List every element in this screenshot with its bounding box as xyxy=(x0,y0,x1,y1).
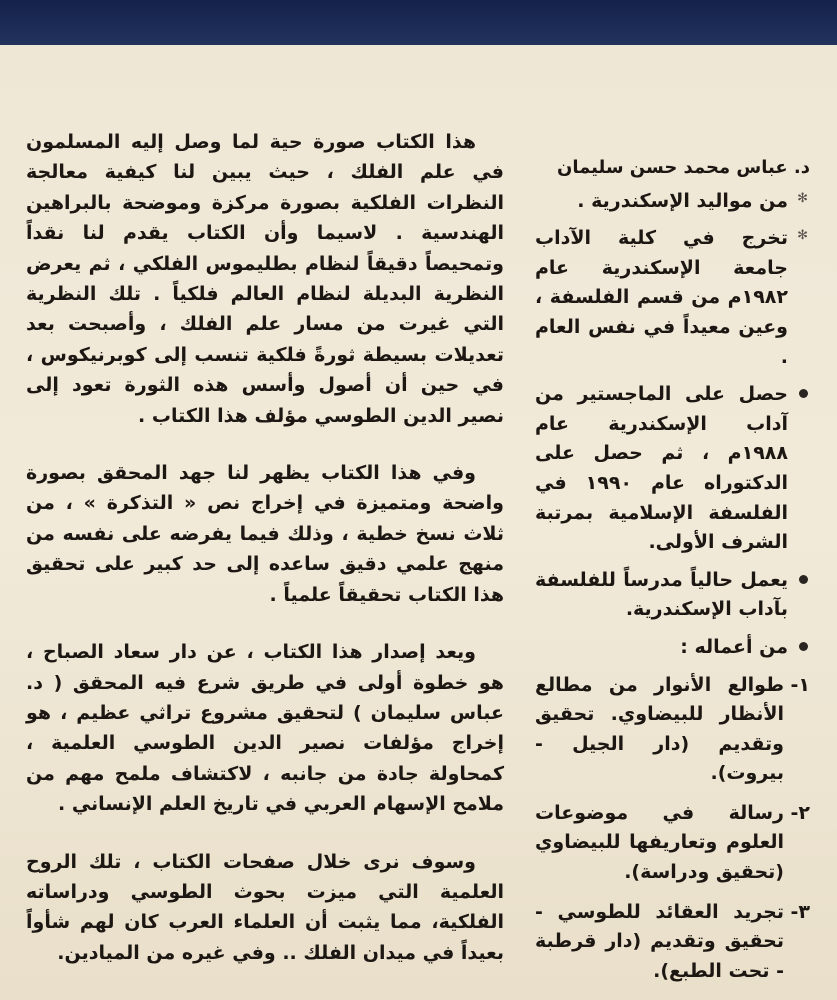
bio-item-text: من أعماله : xyxy=(680,635,788,658)
work-number: ١- xyxy=(790,673,810,696)
bio-item-text: حصل على الماجستير من آداب الإسكندرية عام ١٩٨٨م ، ثم حصل على الدكتوراه عام ١٩٩٠ في الفلسفة الإسلامية بمرتبة الشرف الأولى. xyxy=(535,383,789,554)
author-bio-column xyxy=(535,153,810,996)
book-cover-top-band xyxy=(0,0,837,48)
description-paragraph-1: هذا الكتاب صورة حية لما وصل إليه المسلمون في علم الفلك ، حيث يبين لنا كيفية معالجة النظرات الفلكية بصورة مركزة وموضحة بالبراهين الهندسية . لاسيما وأن الكتاب يقدم لنا نقداً وتمحيصاً دقيقاً لنظام بطليموس الفلكي ، ثم يعرض النظرية البديلة لنظام العالم فلكياً . تلك النظرية التي غيرت من مسار علم الفلك ، وأصبحت بعد تعديلات بسيطة ثورةً فلكية تنسب إلى كوبرنيكوس ، في حين أن أصول وأسس هذه الثورة تعود إلى نصير الدين الطوسي مؤلف هذا الكتاب . xyxy=(26,131,504,427)
work-number: ٣- xyxy=(790,900,810,923)
dot-bullet-icon xyxy=(799,389,808,398)
work-number: ٢- xyxy=(790,801,810,824)
bio-item xyxy=(535,380,810,558)
dot-bullet-icon xyxy=(799,642,808,651)
description-paragraph-4: وسوف نرى خلال صفحات الكتاب ، تلك الروح العلمية التي ميزت بحوث الطوسي ودراساته الفلكية، مما يثبت أن العلماء العرب كان لهم شأواً بعيداً في ميدان الفلك .. وفي غيره من الميادين. xyxy=(26,850,504,964)
bio-item xyxy=(535,566,810,625)
dot-bullet-icon xyxy=(799,575,808,584)
description-paragraph-2: وفي هذا الكتاب يظهر لنا جهد المحقق بصورة واضحة ومتميزة في إخراج نص « التذكرة » ، من ثلاث نسخ خطية ، وذلك فيما يفرضه على نفسه من منهج علمي دقيق ساعده إلى حد كبير على تحقيق هذا الكتاب تحقيقاً علمياً . xyxy=(26,462,504,606)
bio-item-text: تخرج في كلية الآداب جامعة الإسكندرية عام ١٩٨٢م من قسم الفلسفة ، وعين معيداً في نفس العام . xyxy=(535,227,788,368)
bio-item xyxy=(535,187,810,217)
work-item xyxy=(535,799,810,888)
work-text: تجريد العقائد للطوسي - تحقيق وتقديم (دار قرطبة - تحت الطبع). xyxy=(535,900,784,982)
bio-item-text: يعمل حالياً مدرساً للفلسفة بآداب الإسكندرية. xyxy=(535,568,788,621)
description-paragraph-3: ويعد إصدار هذا الكتاب ، عن دار سعاد الصباح ، هو خطوة أولى في طريق شرع فيه المحقق ( د. عباس سليمان ) لتحقيق مشروع تراثي عظيم ، هو إخراج مؤلفات نصير الدين الطوسي العلمية ، كمحاولة جادة من جانبه ، لاكتشاف ملمح مهم من ملامح الإسهام العربي في تاريخ العلم الإنساني . xyxy=(26,641,504,816)
asterisk-bullet-icon: ✻ xyxy=(797,228,808,244)
work-text: رسالة في موضوعات العلوم وتعاريفها للبيضاوي (تحقيق ودراسة). xyxy=(535,801,784,884)
bio-item xyxy=(535,224,810,372)
work-item xyxy=(535,671,810,789)
work-text: طوالع الأنوار من مطالع الأنظار للبيضاوي. تحقيق وتقديم (دار الجيل - بيروت). xyxy=(535,673,784,785)
work-item xyxy=(535,898,810,987)
asterisk-bullet-icon: ✻ xyxy=(797,190,808,206)
bio-item xyxy=(535,633,810,663)
book-page xyxy=(0,45,837,1000)
book-description-column xyxy=(26,127,504,995)
author-name: د. عباس محمد حسن سليمان xyxy=(556,157,810,178)
works-list xyxy=(535,671,810,987)
bio-item-text: من مواليد الإسكندرية . xyxy=(577,189,788,212)
author-bio-list xyxy=(535,187,810,663)
